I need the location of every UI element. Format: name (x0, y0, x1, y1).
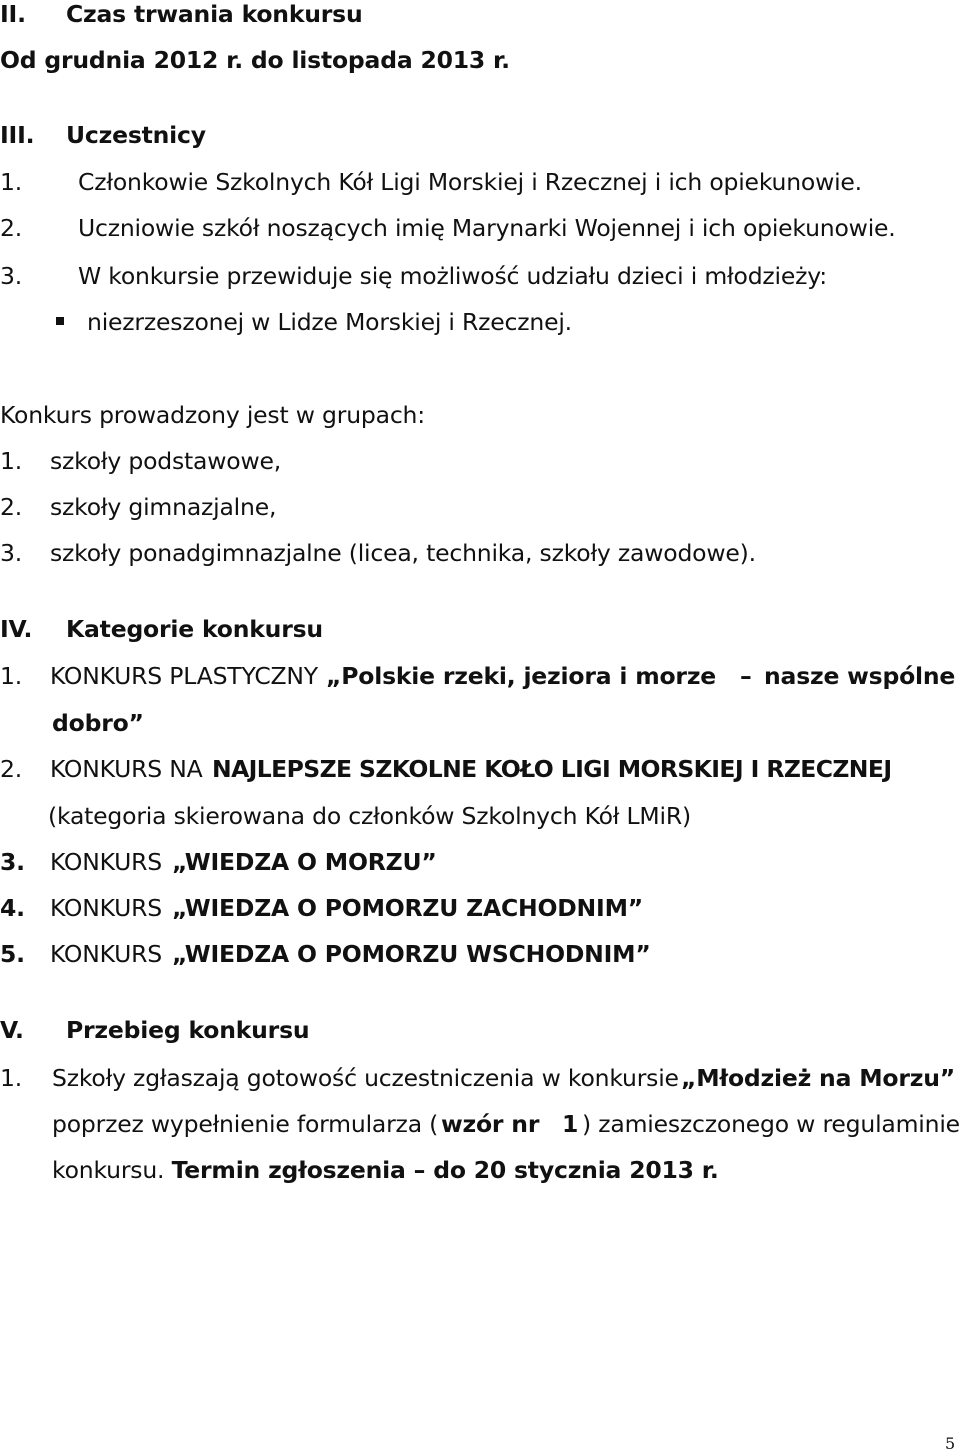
group-item-number: 1. (0, 447, 23, 475)
category-prefix: KONKURS NA (50, 755, 203, 783)
section-title: Czas trwania konkursu (66, 0, 363, 28)
form-reference: wzór nr (441, 1110, 540, 1138)
paragraph-line-2 (52, 1109, 960, 1139)
category-item-4 (0, 893, 960, 923)
list-item (0, 261, 960, 291)
list-item (0, 167, 960, 197)
paragraph-text: Szkoły zgłaszają gotowość uczestniczenia w konkursie (52, 1064, 679, 1092)
paragraph-number: 1. (0, 1064, 23, 1092)
category-title: „Polskie rzeki, jeziora i morze (326, 662, 717, 690)
list-item-text: Członkowie Szkolnych Kół Ligi Morskiej i Rzecznej i ich opiekunowie. (78, 168, 862, 196)
section-title: Przebieg konkursu (66, 1016, 310, 1044)
group-item-number: 2. (0, 493, 23, 521)
category-item-5 (0, 939, 960, 969)
category-dash: – (740, 662, 752, 690)
section-number: IV. (0, 615, 33, 643)
paragraph-line-1 (52, 1063, 955, 1093)
group-item-number: 3. (0, 539, 23, 567)
category-title: „WIEDZA O POMORZU WSCHODNIM” (172, 940, 651, 968)
category-item-3 (0, 847, 960, 877)
paragraph-text: poprzez wypełnienie formularza ( (52, 1110, 439, 1138)
group-item-text: szkoły ponadgimnazjalne (licea, technika, szkoły zawodowe). (50, 539, 756, 567)
category-number: 3. (0, 848, 25, 876)
bullet-item (44, 307, 924, 337)
list-item (0, 213, 960, 243)
section-heading-4 (0, 614, 960, 644)
category-number: 5. (0, 940, 25, 968)
group-item-text: szkoły gimnazjalne, (50, 493, 277, 521)
list-item-text: Uczniowie szkół noszących imię Marynarki Wojennej i ich opiekunowie. (78, 214, 896, 242)
category-title: „WIEDZA O MORZU” (172, 848, 437, 876)
group-item-text: szkoły podstawowe, (50, 447, 281, 475)
list-item-number: 1. (0, 168, 23, 196)
list-item-number: 3. (0, 262, 23, 290)
category-title-end: dobro” (52, 709, 144, 737)
list-item-number: 2. (0, 214, 23, 242)
category-title: „WIEDZA O POMORZU ZACHODNIM” (172, 894, 643, 922)
section-heading-2 (0, 0, 960, 29)
contest-period: Od grudnia 2012 r. do listopada 2013 r. (0, 46, 510, 74)
group-item (0, 538, 900, 568)
paragraph-line-3 (52, 1155, 955, 1185)
category-number: 4. (0, 894, 25, 922)
section-heading-3 (0, 120, 960, 150)
contest-name: „Młodzież na Morzu” (681, 1064, 955, 1092)
section-number: II. (0, 0, 26, 28)
group-item (0, 492, 900, 522)
category-number: 1. (0, 662, 23, 690)
list-item-text: W konkursie przewiduje się możliwość udziału dzieci i młodzieży: (78, 262, 827, 290)
section-number: V. (0, 1016, 24, 1044)
category-prefix: KONKURS (50, 940, 163, 968)
category-note: (kategoria skierowana do członków Szkolnych Kół LMiR) (48, 802, 691, 830)
groups-intro: Konkurs prowadzony jest w grupach: (0, 401, 425, 429)
category-title-continued: nasze wspólne (764, 662, 956, 690)
section-number: III. (0, 121, 35, 149)
section-title: Kategorie konkursu (66, 615, 323, 643)
page-number: 5 (945, 1434, 955, 1453)
paragraph-text-continued: ) zamieszczonego w regulaminie (582, 1110, 960, 1138)
square-bullet-icon (56, 317, 64, 325)
category-title: NAJLEPSZE SZKOLNE KOŁO LIGI MORSKIEJ I RZECZNEJ (212, 755, 892, 783)
group-item (0, 446, 900, 476)
section-heading-5 (0, 1015, 960, 1045)
registration-deadline: Termin zgłoszenia – do 20 stycznia 2013 r. (171, 1156, 719, 1184)
section-title: Uczestnicy (66, 121, 206, 149)
category-prefix: KONKURS (50, 894, 163, 922)
category-prefix: KONKURS (50, 848, 163, 876)
paragraph-text: konkursu. (52, 1156, 165, 1184)
category-prefix: KONKURS PLASTYCZNY (50, 662, 318, 690)
category-number: 2. (0, 755, 23, 783)
category-item-1 (0, 661, 960, 691)
category-item-2 (0, 754, 960, 784)
bullet-item-text: niezrzeszonej w Lidze Morskiej i Rzecznej. (87, 308, 572, 336)
form-number: 1 (562, 1110, 579, 1138)
